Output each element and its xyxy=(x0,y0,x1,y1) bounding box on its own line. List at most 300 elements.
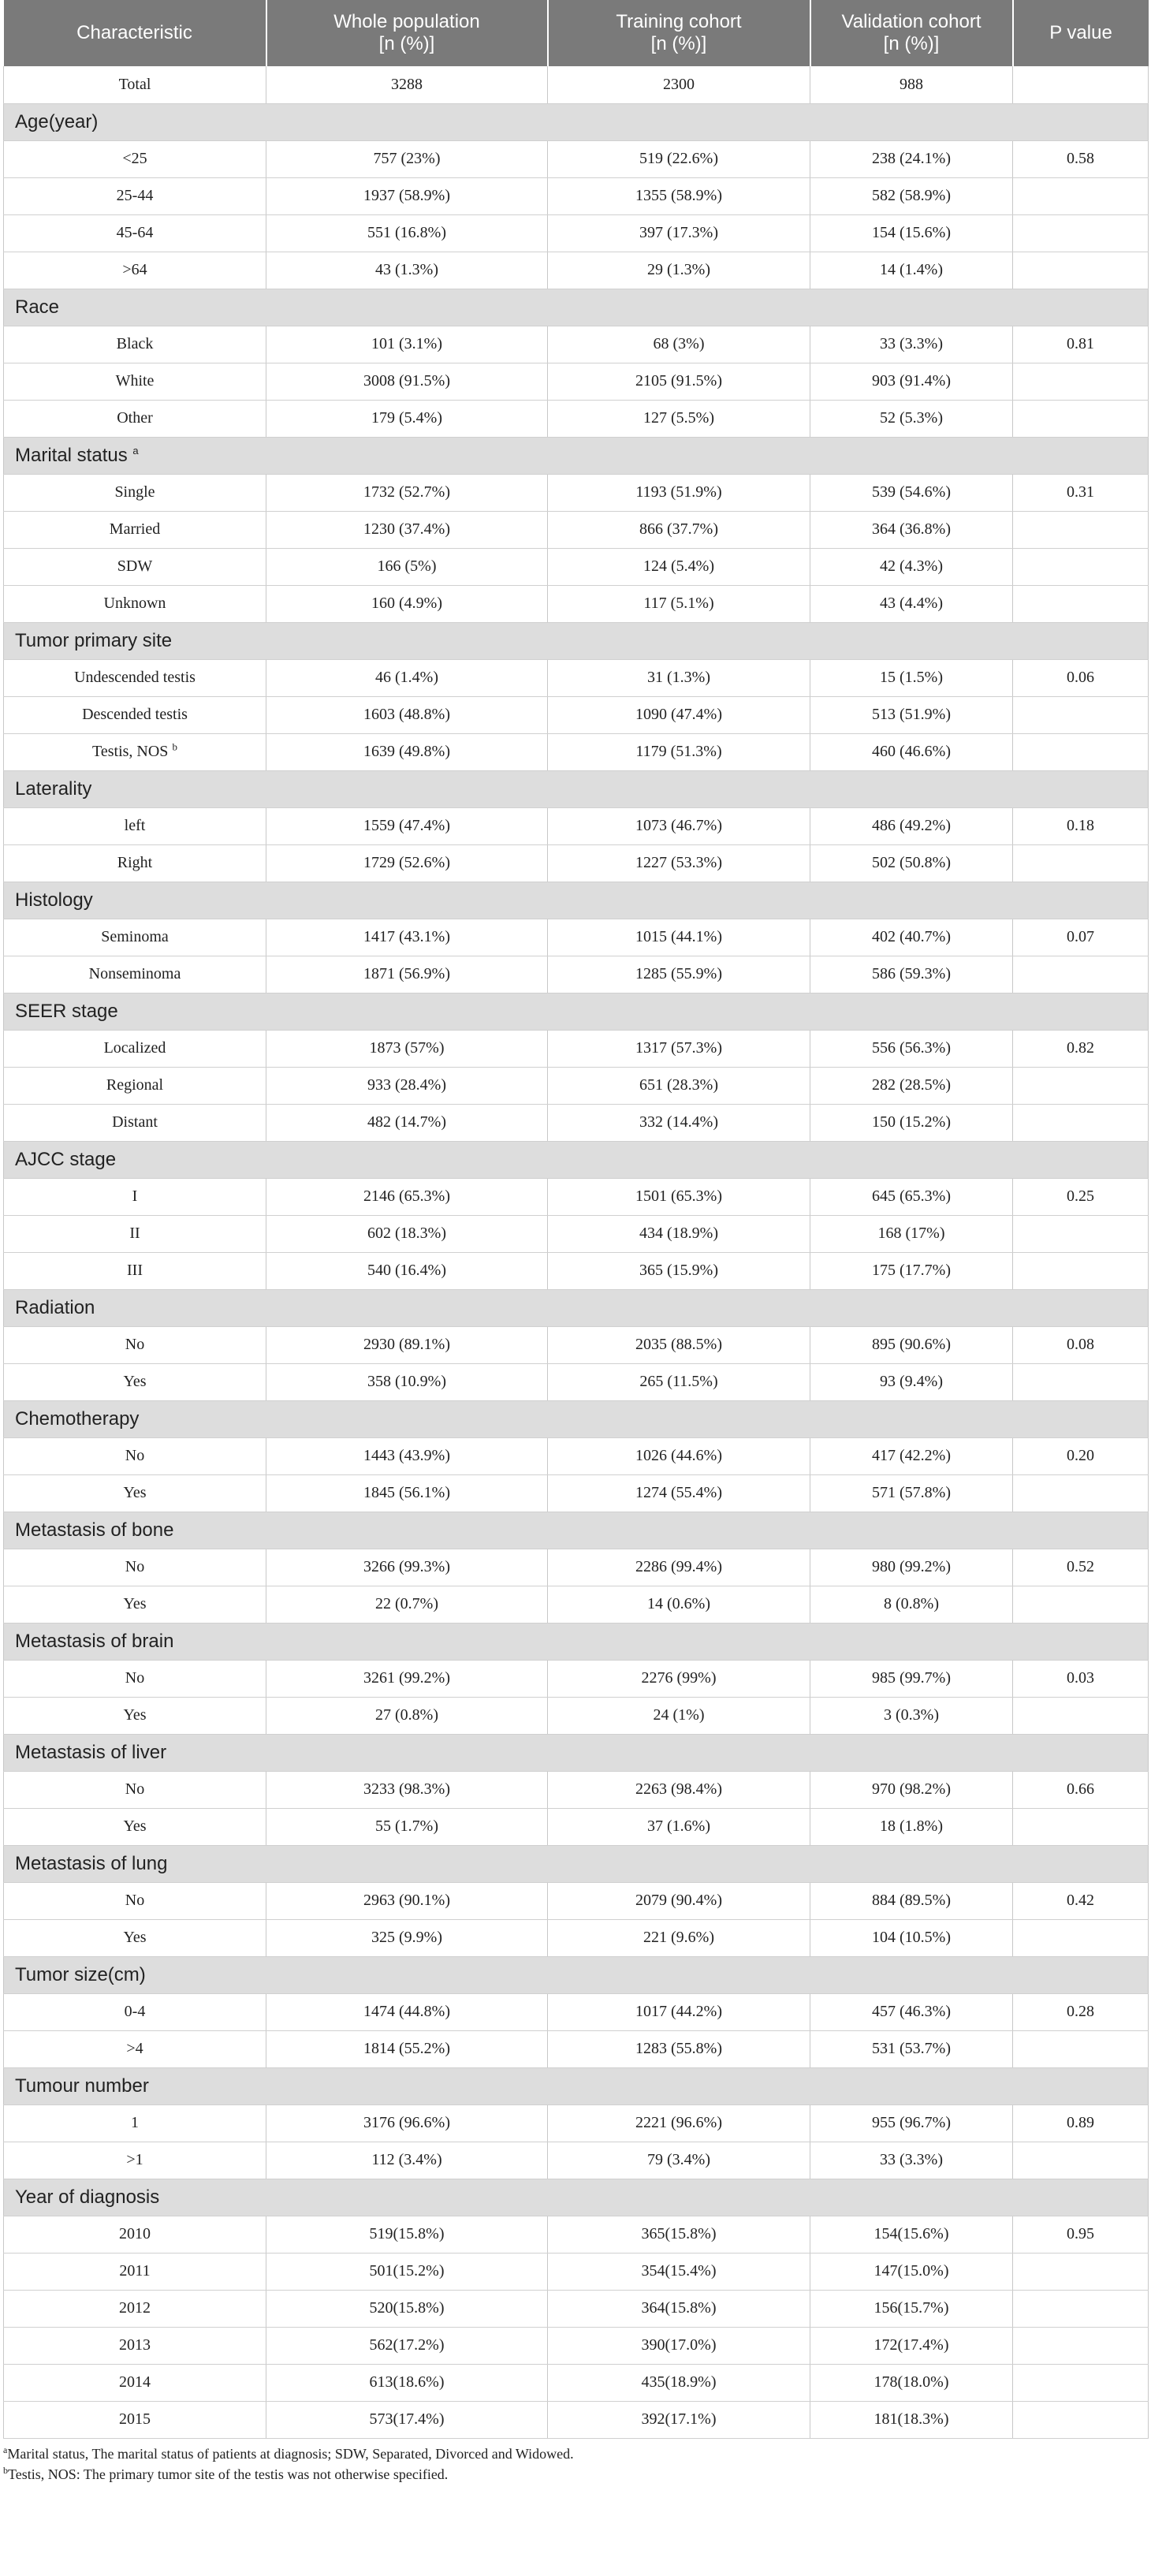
cell-whole: 1732 (52.7%) xyxy=(266,474,548,511)
cell-p-value xyxy=(1013,1474,1149,1512)
section-header-row xyxy=(4,1512,1149,1549)
cell-validation: 8 (0.8%) xyxy=(810,1586,1013,1623)
cell-training: 265 (11.5%) xyxy=(548,1363,810,1400)
cell-p-value xyxy=(1013,1252,1149,1289)
cell-whole: 1845 (56.1%) xyxy=(266,1474,548,1512)
cell-validation: 556 (56.3%) xyxy=(810,1030,1013,1067)
cell-validation: 42 (4.3%) xyxy=(810,548,1013,585)
table-row xyxy=(4,844,1149,882)
cell-training: 2300 xyxy=(548,66,810,103)
cell-p-value: 0.89 xyxy=(1013,2104,1149,2142)
section-title: SEER stage xyxy=(4,993,1149,1030)
section-header-row xyxy=(4,1289,1149,1326)
section-title: Radiation xyxy=(4,1289,1149,1326)
section-title: Age(year) xyxy=(4,103,1149,140)
cell-whole: 43 (1.3%) xyxy=(266,252,548,289)
cell-p-value: 0.52 xyxy=(1013,1549,1149,1586)
section-header-row xyxy=(4,1845,1149,1882)
cell-validation: 571 (57.8%) xyxy=(810,1474,1013,1512)
table-row xyxy=(4,1104,1149,1141)
cell-validation: 150 (15.2%) xyxy=(810,1104,1013,1141)
cell-p-value xyxy=(1013,733,1149,770)
row-label: Descended testis xyxy=(4,696,266,733)
section-title: AJCC stage xyxy=(4,1141,1149,1178)
table-row xyxy=(4,1808,1149,1845)
cell-training: 1073 (46.7%) xyxy=(548,807,810,844)
cell-training: 1283 (55.8%) xyxy=(548,2030,810,2067)
section-header-row xyxy=(4,770,1149,807)
cell-whole: 551 (16.8%) xyxy=(266,214,548,252)
section-header-row xyxy=(4,289,1149,326)
cell-p-value: 0.06 xyxy=(1013,659,1149,696)
section-header-row xyxy=(4,882,1149,919)
cell-validation: 988 xyxy=(810,66,1013,103)
cell-validation: 531 (53.7%) xyxy=(810,2030,1013,2067)
cell-p-value xyxy=(1013,2030,1149,2067)
cell-training: 37 (1.6%) xyxy=(548,1808,810,1845)
row-label: 25-44 xyxy=(4,177,266,214)
row-label: Married xyxy=(4,511,266,548)
row-label: Black xyxy=(4,326,266,363)
cell-validation: 156(15.7%) xyxy=(810,2290,1013,2327)
row-label: >4 xyxy=(4,2030,266,2067)
header-p-value: P value xyxy=(1013,0,1149,66)
row-label: Seminoma xyxy=(4,919,266,956)
row-label: 1 xyxy=(4,2104,266,2142)
cell-validation: 147(15.0%) xyxy=(810,2253,1013,2290)
cell-p-value: 0.07 xyxy=(1013,919,1149,956)
cell-validation: 486 (49.2%) xyxy=(810,807,1013,844)
cell-whole: 22 (0.7%) xyxy=(266,1586,548,1623)
cell-training: 221 (9.6%) xyxy=(548,1919,810,1956)
section-header-row xyxy=(4,437,1149,474)
cell-training: 79 (3.4%) xyxy=(548,2142,810,2179)
cell-whole: 573(17.4%) xyxy=(266,2401,548,2438)
table-row xyxy=(4,1252,1149,1289)
table-row xyxy=(4,2142,1149,2179)
cell-p-value: 0.42 xyxy=(1013,1882,1149,1919)
cell-whole: 1814 (55.2%) xyxy=(266,2030,548,2067)
cell-whole: 1230 (37.4%) xyxy=(266,511,548,548)
cell-whole: 112 (3.4%) xyxy=(266,2142,548,2179)
section-title: Marital status $^a$ xyxy=(4,437,1149,474)
cell-p-value: 0.31 xyxy=(1013,474,1149,511)
row-label: Yes xyxy=(4,1586,266,1623)
cell-whole: 520(15.8%) xyxy=(266,2290,548,2327)
total-row xyxy=(4,66,1149,103)
cell-p-value xyxy=(1013,1919,1149,1956)
cell-whole: 3176 (96.6%) xyxy=(266,2104,548,2142)
table-row xyxy=(4,919,1149,956)
cell-p-value xyxy=(1013,66,1149,103)
cell-validation: 417 (42.2%) xyxy=(810,1437,1013,1474)
section-header-row xyxy=(4,2179,1149,2216)
header-training-cohort: Training cohort [n (%)] xyxy=(548,0,810,66)
cell-p-value xyxy=(1013,1067,1149,1104)
cell-validation: 178(18.0%) xyxy=(810,2364,1013,2401)
cell-p-value xyxy=(1013,177,1149,214)
cell-whole: 1443 (43.9%) xyxy=(266,1437,548,1474)
cell-p-value: 0.25 xyxy=(1013,1178,1149,1215)
row-label: 2014 xyxy=(4,2364,266,2401)
table-row xyxy=(4,400,1149,437)
cell-p-value xyxy=(1013,2327,1149,2364)
table-row xyxy=(4,140,1149,177)
cell-training: 68 (3%) xyxy=(548,326,810,363)
table-row xyxy=(4,2216,1149,2253)
cell-whole: 1559 (47.4%) xyxy=(266,807,548,844)
table-row xyxy=(4,1215,1149,1252)
cell-whole: 46 (1.4%) xyxy=(266,659,548,696)
cell-training: 365(15.8%) xyxy=(548,2216,810,2253)
cell-p-value xyxy=(1013,956,1149,993)
section-title: Tumor size(cm) xyxy=(4,1956,1149,1993)
footnotes xyxy=(3,2439,1148,2485)
cell-p-value xyxy=(1013,2142,1149,2179)
table-row xyxy=(4,2253,1149,2290)
cell-whole: 2963 (90.1%) xyxy=(266,1882,548,1919)
cell-training: 354(15.4%) xyxy=(548,2253,810,2290)
cell-training: 2105 (91.5%) xyxy=(548,363,810,400)
section-header-row xyxy=(4,1956,1149,1993)
table-row xyxy=(4,252,1149,289)
cell-whole: 3261 (99.2%) xyxy=(266,1660,548,1697)
row-label: Total xyxy=(4,66,266,103)
cell-training: 1274 (55.4%) xyxy=(548,1474,810,1512)
cell-whole: 757 (23%) xyxy=(266,140,548,177)
section-header-row xyxy=(4,1623,1149,1660)
row-label: Yes xyxy=(4,1919,266,1956)
row-label: 2012 xyxy=(4,2290,266,2327)
cell-training: 435(18.9%) xyxy=(548,2364,810,2401)
cell-p-value xyxy=(1013,2401,1149,2438)
cell-training: 127 (5.5%) xyxy=(548,400,810,437)
table-row xyxy=(4,585,1149,622)
cell-whole: 501(15.2%) xyxy=(266,2253,548,2290)
cell-whole: 1873 (57%) xyxy=(266,1030,548,1067)
section-title: Laterality xyxy=(4,770,1149,807)
cell-training: 397 (17.3%) xyxy=(548,214,810,252)
row-label: Other xyxy=(4,400,266,437)
cell-training: 2079 (90.4%) xyxy=(548,1882,810,1919)
cell-validation: 238 (24.1%) xyxy=(810,140,1013,177)
cell-p-value: 0.03 xyxy=(1013,1660,1149,1697)
cell-training: 31 (1.3%) xyxy=(548,659,810,696)
footnote-a: $^a$Marital status, The marital status of patients at diagnosis; SDW, Separated, Divorced and Widowed. xyxy=(3,2444,574,2462)
table-row xyxy=(4,2104,1149,2142)
cell-whole: 358 (10.9%) xyxy=(266,1363,548,1400)
cell-p-value xyxy=(1013,214,1149,252)
cell-whole: 1937 (58.9%) xyxy=(266,177,548,214)
table-row xyxy=(4,1178,1149,1215)
cell-validation: 955 (96.7%) xyxy=(810,2104,1013,2142)
row-label: No xyxy=(4,1437,266,1474)
row-label: Yes xyxy=(4,1808,266,1845)
cell-validation: 402 (40.7%) xyxy=(810,919,1013,956)
section-title: Year of diagnosis xyxy=(4,2179,1149,2216)
cell-training: 2276 (99%) xyxy=(548,1660,810,1697)
row-label: White xyxy=(4,363,266,400)
cell-validation: 181(18.3%) xyxy=(810,2401,1013,2438)
table-row xyxy=(4,1326,1149,1363)
cell-training: 365 (15.9%) xyxy=(548,1252,810,1289)
cell-training: 332 (14.4%) xyxy=(548,1104,810,1141)
header-validation-cohort: Validation cohort [n (%)] xyxy=(810,0,1013,66)
cell-training: 2263 (98.4%) xyxy=(548,1771,810,1808)
cell-whole: 3008 (91.5%) xyxy=(266,363,548,400)
cell-validation: 18 (1.8%) xyxy=(810,1808,1013,1845)
cell-validation: 104 (10.5%) xyxy=(810,1919,1013,1956)
section-title: Metastasis of bone xyxy=(4,1512,1149,1549)
row-label: No xyxy=(4,1660,266,1697)
cell-validation: 52 (5.3%) xyxy=(810,400,1013,437)
cell-validation: 502 (50.8%) xyxy=(810,844,1013,882)
cell-p-value xyxy=(1013,1586,1149,1623)
cell-whole: 1603 (48.8%) xyxy=(266,696,548,733)
cell-training: 124 (5.4%) xyxy=(548,548,810,585)
table-row xyxy=(4,548,1149,585)
cell-p-value: 0.58 xyxy=(1013,140,1149,177)
section-header-row xyxy=(4,103,1149,140)
cell-training: 1179 (51.3%) xyxy=(548,733,810,770)
cell-p-value: 0.18 xyxy=(1013,807,1149,844)
table-row xyxy=(4,696,1149,733)
cell-p-value xyxy=(1013,696,1149,733)
cell-training: 1285 (55.9%) xyxy=(548,956,810,993)
cell-whole: 613(18.6%) xyxy=(266,2364,548,2401)
cell-whole: 1729 (52.6%) xyxy=(266,844,548,882)
cell-p-value xyxy=(1013,1215,1149,1252)
table-row xyxy=(4,363,1149,400)
cell-training: 1017 (44.2%) xyxy=(548,1993,810,2030)
section-header-row xyxy=(4,1734,1149,1771)
table-row xyxy=(4,733,1149,770)
cell-whole: 482 (14.7%) xyxy=(266,1104,548,1141)
cell-training: 14 (0.6%) xyxy=(548,1586,810,1623)
cell-validation: 980 (99.2%) xyxy=(810,1549,1013,1586)
row-label: Single xyxy=(4,474,266,511)
cell-p-value: 0.95 xyxy=(1013,2216,1149,2253)
table-row xyxy=(4,1586,1149,1623)
cell-validation: 154(15.6%) xyxy=(810,2216,1013,2253)
table-row xyxy=(4,326,1149,363)
cell-p-value xyxy=(1013,363,1149,400)
cell-training: 117 (5.1%) xyxy=(548,585,810,622)
row-label: Nonseminoma xyxy=(4,956,266,993)
cell-whole: 519(15.8%) xyxy=(266,2216,548,2253)
table-row xyxy=(4,2401,1149,2438)
cell-p-value xyxy=(1013,1363,1149,1400)
row-label: II xyxy=(4,1215,266,1252)
section-title: Metastasis of brain xyxy=(4,1623,1149,1660)
header-row xyxy=(4,0,1149,66)
cell-p-value xyxy=(1013,2364,1149,2401)
cell-whole: 179 (5.4%) xyxy=(266,400,548,437)
section-header-row xyxy=(4,1400,1149,1437)
section-title: Metastasis of liver xyxy=(4,1734,1149,1771)
cell-whole: 1871 (56.9%) xyxy=(266,956,548,993)
row-label: I xyxy=(4,1178,266,1215)
cell-validation: 645 (65.3%) xyxy=(810,1178,1013,1215)
row-label: Localized xyxy=(4,1030,266,1067)
cell-p-value: 0.28 xyxy=(1013,1993,1149,2030)
row-label: Unknown xyxy=(4,585,266,622)
cell-p-value xyxy=(1013,2290,1149,2327)
section-header-row xyxy=(4,2067,1149,2104)
table-row xyxy=(4,214,1149,252)
cell-training: 364(15.8%) xyxy=(548,2290,810,2327)
table-row xyxy=(4,2290,1149,2327)
table-row xyxy=(4,1771,1149,1808)
cell-validation: 364 (36.8%) xyxy=(810,511,1013,548)
row-label: Yes xyxy=(4,1697,266,1734)
row-label: 2011 xyxy=(4,2253,266,2290)
cell-validation: 172(17.4%) xyxy=(810,2327,1013,2364)
cell-validation: 970 (98.2%) xyxy=(810,1771,1013,1808)
cell-validation: 33 (3.3%) xyxy=(810,2142,1013,2179)
cell-training: 2035 (88.5%) xyxy=(548,1326,810,1363)
row-label: Distant xyxy=(4,1104,266,1141)
section-title: Tumour number xyxy=(4,2067,1149,2104)
table-row xyxy=(4,474,1149,511)
cell-validation: 586 (59.3%) xyxy=(810,956,1013,993)
characteristics-table xyxy=(3,0,1149,2439)
table-row xyxy=(4,807,1149,844)
row-label: No xyxy=(4,1882,266,1919)
cell-whole: 55 (1.7%) xyxy=(266,1808,548,1845)
cell-whole: 562(17.2%) xyxy=(266,2327,548,2364)
row-label: 2013 xyxy=(4,2327,266,2364)
cell-validation: 14 (1.4%) xyxy=(810,252,1013,289)
cell-whole: 166 (5%) xyxy=(266,548,548,585)
cell-whole: 2146 (65.3%) xyxy=(266,1178,548,1215)
section-title: Tumor primary site xyxy=(4,622,1149,659)
cell-p-value: 0.66 xyxy=(1013,1771,1149,1808)
row-label: >64 xyxy=(4,252,266,289)
section-header-row xyxy=(4,993,1149,1030)
table-row xyxy=(4,956,1149,993)
table-row xyxy=(4,1882,1149,1919)
cell-training: 1501 (65.3%) xyxy=(548,1178,810,1215)
table-row xyxy=(4,1697,1149,1734)
cell-validation: 903 (91.4%) xyxy=(810,363,1013,400)
cell-training: 24 (1%) xyxy=(548,1697,810,1734)
cell-whole: 933 (28.4%) xyxy=(266,1067,548,1104)
cell-training: 2286 (99.4%) xyxy=(548,1549,810,1586)
table-container xyxy=(3,0,1148,2485)
cell-training: 1026 (44.6%) xyxy=(548,1437,810,1474)
row-label: III xyxy=(4,1252,266,1289)
cell-whole: 325 (9.9%) xyxy=(266,1919,548,1956)
row-label: 0-4 xyxy=(4,1993,266,2030)
table-row xyxy=(4,2327,1149,2364)
table-row xyxy=(4,1437,1149,1474)
header-whole-population: Whole population [n (%)] xyxy=(266,0,548,66)
row-label: left xyxy=(4,807,266,844)
cell-validation: 3 (0.3%) xyxy=(810,1697,1013,1734)
cell-p-value: 0.81 xyxy=(1013,326,1149,363)
cell-p-value xyxy=(1013,511,1149,548)
table-row xyxy=(4,177,1149,214)
cell-training: 390(17.0%) xyxy=(548,2327,810,2364)
cell-whole: 602 (18.3%) xyxy=(266,1215,548,1252)
table-row xyxy=(4,1993,1149,2030)
cell-whole: 1417 (43.1%) xyxy=(266,919,548,956)
row-label: Undescended testis xyxy=(4,659,266,696)
row-label: Testis, NOS $^b$ xyxy=(4,733,266,770)
section-title: Race xyxy=(4,289,1149,326)
cell-validation: 895 (90.6%) xyxy=(810,1326,1013,1363)
cell-training: 519 (22.6%) xyxy=(548,140,810,177)
section-title: Histology xyxy=(4,882,1149,919)
section-header-row xyxy=(4,622,1149,659)
cell-training: 434 (18.9%) xyxy=(548,1215,810,1252)
cell-training: 866 (37.7%) xyxy=(548,511,810,548)
cell-training: 1193 (51.9%) xyxy=(548,474,810,511)
row-label: Regional xyxy=(4,1067,266,1104)
table-row xyxy=(4,1919,1149,1956)
cell-p-value xyxy=(1013,400,1149,437)
cell-validation: 33 (3.3%) xyxy=(810,326,1013,363)
cell-validation: 93 (9.4%) xyxy=(810,1363,1013,1400)
table-row xyxy=(4,1660,1149,1697)
cell-validation: 460 (46.6%) xyxy=(810,733,1013,770)
row-label: No xyxy=(4,1549,266,1586)
row-label: 2015 xyxy=(4,2401,266,2438)
cell-training: 1015 (44.1%) xyxy=(548,919,810,956)
cell-validation: 282 (28.5%) xyxy=(810,1067,1013,1104)
cell-training: 651 (28.3%) xyxy=(548,1067,810,1104)
cell-p-value: 0.20 xyxy=(1013,1437,1149,1474)
section-title: Chemotherapy xyxy=(4,1400,1149,1437)
cell-validation: 884 (89.5%) xyxy=(810,1882,1013,1919)
cell-validation: 985 (99.7%) xyxy=(810,1660,1013,1697)
table-row xyxy=(4,1549,1149,1586)
cell-whole: 2930 (89.1%) xyxy=(266,1326,548,1363)
cell-p-value xyxy=(1013,2253,1149,2290)
footnote-b: $^b$Testis, NOS: The primary tumor site of the testis was not otherwise specified. xyxy=(3,2464,449,2482)
footnote-marker: b xyxy=(172,740,177,753)
cell-validation: 457 (46.3%) xyxy=(810,1993,1013,2030)
row-label: >1 xyxy=(4,2142,266,2179)
row-label: Yes xyxy=(4,1474,266,1512)
cell-validation: 175 (17.7%) xyxy=(810,1252,1013,1289)
table-row xyxy=(4,1363,1149,1400)
cell-whole: 1474 (44.8%) xyxy=(266,1993,548,2030)
row-label: 45-64 xyxy=(4,214,266,252)
cell-validation: 539 (54.6%) xyxy=(810,474,1013,511)
row-label: No xyxy=(4,1326,266,1363)
section-title: Metastasis of lung xyxy=(4,1845,1149,1882)
cell-training: 392(17.1%) xyxy=(548,2401,810,2438)
cell-p-value xyxy=(1013,252,1149,289)
cell-whole: 3233 (98.3%) xyxy=(266,1771,548,1808)
row-label: Yes xyxy=(4,1363,266,1400)
table-row xyxy=(4,659,1149,696)
cell-validation: 168 (17%) xyxy=(810,1215,1013,1252)
cell-validation: 582 (58.9%) xyxy=(810,177,1013,214)
table-row xyxy=(4,1030,1149,1067)
row-label: No xyxy=(4,1771,266,1808)
cell-training: 2221 (96.6%) xyxy=(548,2104,810,2142)
cell-p-value: 0.82 xyxy=(1013,1030,1149,1067)
cell-whole: 3288 xyxy=(266,66,548,103)
cell-training: 1090 (47.4%) xyxy=(548,696,810,733)
row-label: Right xyxy=(4,844,266,882)
cell-training: 1355 (58.9%) xyxy=(548,177,810,214)
cell-whole: 27 (0.8%) xyxy=(266,1697,548,1734)
cell-p-value xyxy=(1013,844,1149,882)
